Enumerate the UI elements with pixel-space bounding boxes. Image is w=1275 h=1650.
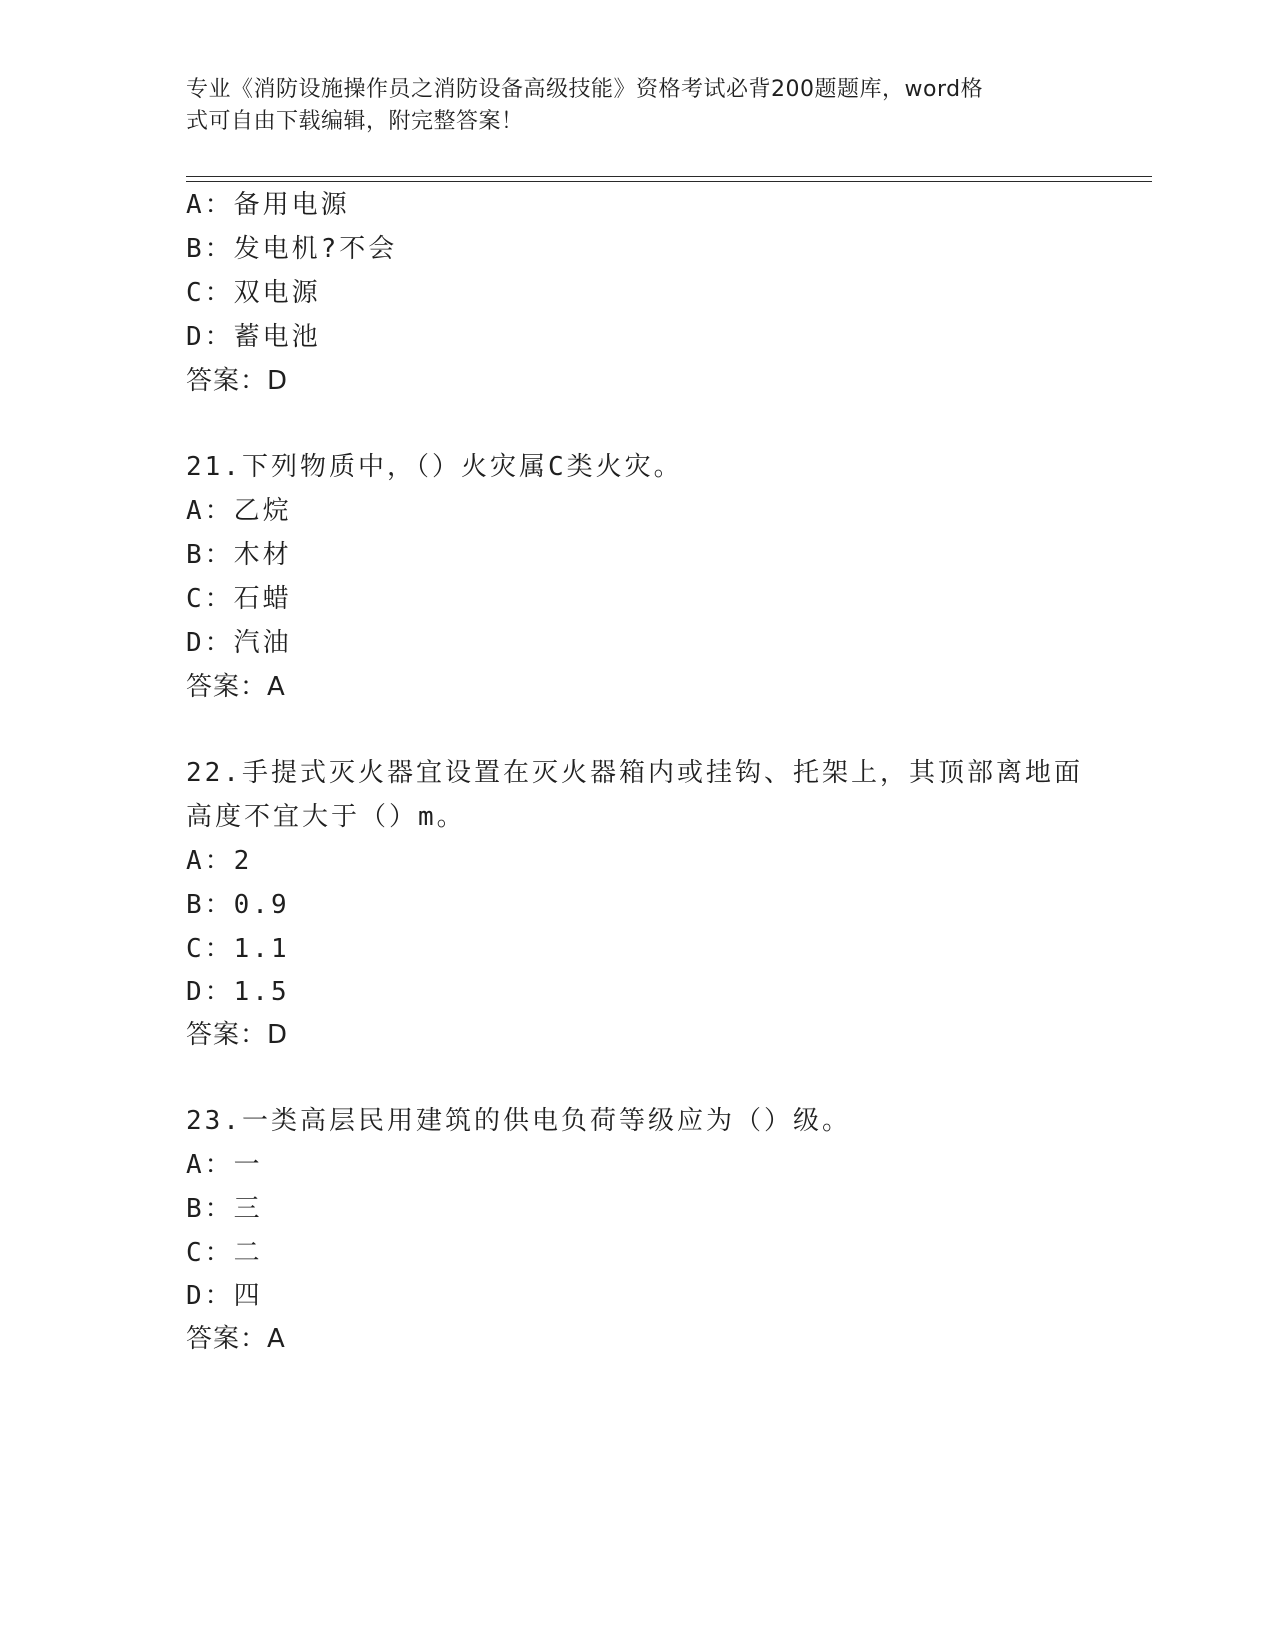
q22-answer: 答案：D xyxy=(186,1020,289,1050)
q23-stem: 23.一类高层民用建筑的供电负荷等级应为（）级。 xyxy=(186,1106,851,1136)
q20-option-a: A：备用电源 xyxy=(186,190,350,220)
q21-option-c: C：石蜡 xyxy=(186,584,292,614)
q22-option-c: C：1.1 xyxy=(186,934,290,964)
header-line-1: 专业《消防设施操作员之消防设备高级技能》资格考试必背200题题库，word格 xyxy=(186,77,984,102)
q21-stem: 21.下列物质中，（）火灾属C类火灾。 xyxy=(186,452,683,482)
q20-option-b: B：发电机?不会 xyxy=(186,234,398,264)
q23-option-b: B：三 xyxy=(186,1194,263,1224)
q20-option-d: D：蓄电池 xyxy=(186,322,321,352)
q23-option-c: C：二 xyxy=(186,1238,263,1268)
q22-option-b: B：0.9 xyxy=(186,890,290,920)
header-divider-top xyxy=(186,176,1152,177)
q22-option-d: D：1.5 xyxy=(186,977,290,1007)
q21-answer: 答案：A xyxy=(186,672,286,702)
header-divider-bottom xyxy=(186,181,1152,182)
q21-option-a: A：乙烷 xyxy=(186,496,292,526)
q21-option-b: B：木材 xyxy=(186,540,292,570)
q23-option-a: A：一 xyxy=(186,1150,263,1180)
header-line-2: 式可自由下载编辑，附完整答案！ xyxy=(186,109,524,134)
q22-stem-line-1: 22.手提式灭火器宜设置在灭火器箱内或挂钩、托架上，其顶部离地面 xyxy=(186,758,1083,788)
q20-option-c: C：双电源 xyxy=(186,278,321,308)
document-header xyxy=(186,74,1066,138)
q23-option-d: D：四 xyxy=(186,1281,263,1311)
q22-stem-line-2: 高度不宜大于（）m。 xyxy=(186,802,466,832)
q20-answer: 答案：D xyxy=(186,366,289,396)
q23-answer: 答案：A xyxy=(186,1324,286,1354)
q22-option-a: A：2 xyxy=(186,846,253,876)
q21-option-d: D：汽油 xyxy=(186,628,292,658)
